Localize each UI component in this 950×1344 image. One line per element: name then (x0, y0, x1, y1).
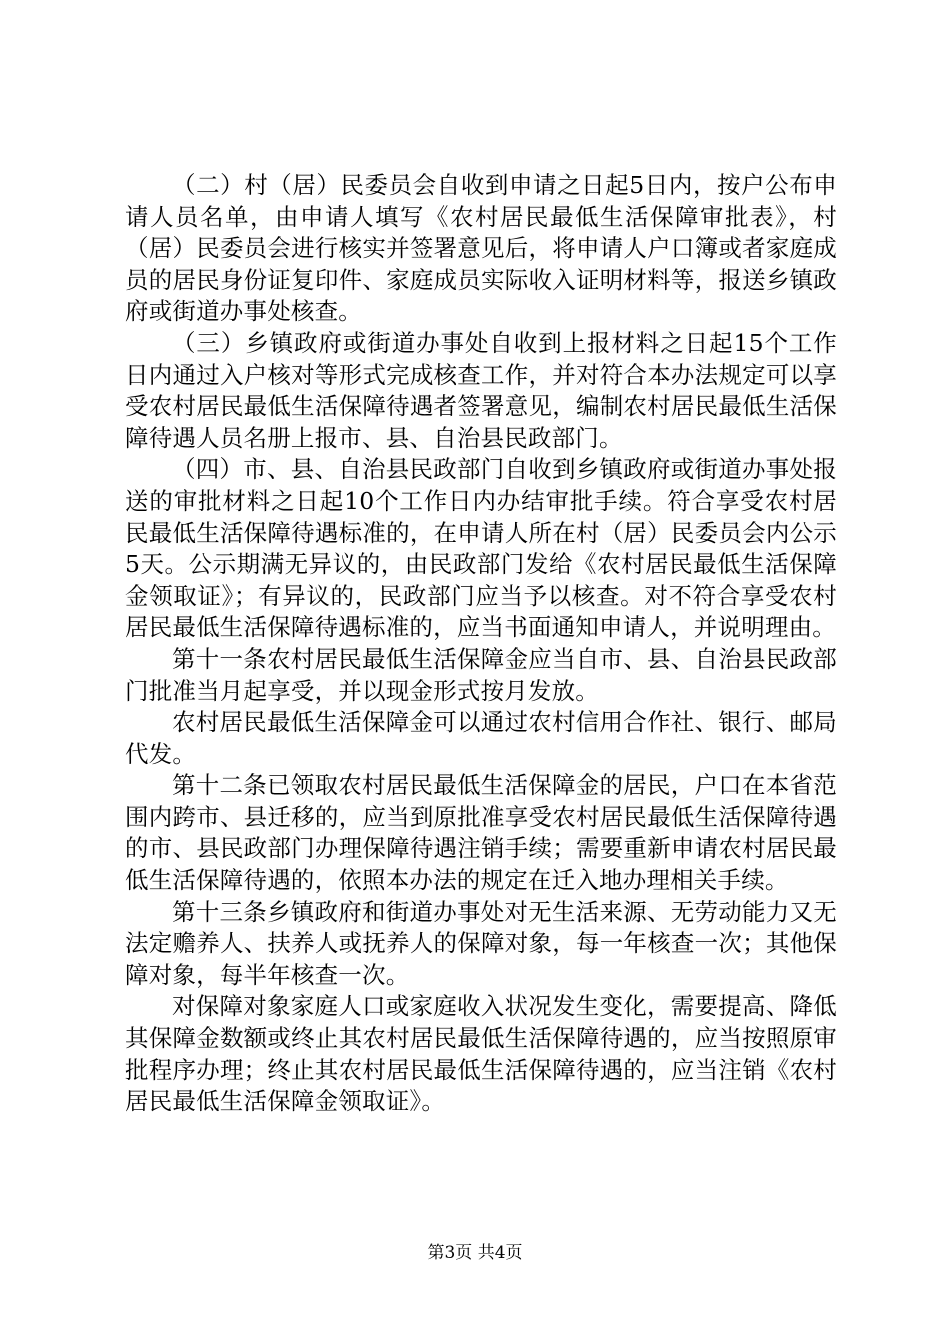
page-number-label: 第3页 共4页 (427, 1243, 523, 1263)
paragraph-article-13: 第十三条乡镇政府和街道办事处对无生活来源、无劳动能力又无法定赡养人、扶养人或抚养人的保障对象，每一年核查一次；其他保障对象，每半年核查一次。 (125, 897, 837, 989)
paragraph-article-12: 第十二条已领取农村居民最低生活保障金的居民，户口在本省范围内跨市、县迁移的，应当到原批准享受农村居民最低生活保障待遇的市、县民政部门办理保障待遇注销手续；需要重新申请农村居民最低生活保障待遇的，依照本办法的规定在迁入地办理相关手续。 (125, 771, 837, 895)
paragraph-article-13-continued: 对保障对象家庭人口或家庭收入状况发生变化，需要提高、降低其保障金数额或终止其农村居民最低生活保障待遇的，应当按照原审批程序办理；终止其农村居民最低生活保障待遇的，应当注销《农村居民最低生活保障金领取证》。 (125, 992, 837, 1116)
page-footer (0, 1242, 950, 1264)
paragraph-item-4: （四）市、县、自治县民政部门自收到乡镇政府或街道办事处报送的审批材料之日起10个工作日内办结审批手续。符合享受农村居民最低生活保障待遇标准的，在申请人所在村（居）民委员会内公示5天。公示期满无异议的，由民政部门发给《农村居民最低生活保障金领取证》；有异议的，民政部门应当予以核查。对不符合享受农村居民最低生活保障待遇标准的，应当书面通知申请人，并说明理由。 (125, 455, 837, 642)
paragraph-article-11-continued: 农村居民最低生活保障金可以通过农村信用合作社、银行、邮局代发。 (125, 708, 837, 768)
document-body (125, 170, 837, 1118)
paragraph-article-11: 第十一条农村居民最低生活保障金应当自市、县、自治县民政部门批准当月起享受，并以现金形式按月发放。 (125, 644, 837, 705)
paragraph-item-2: （二）村（居）民委员会自收到申请之日起5日内，按户公布申请人员名单，由申请人填写《农村居民最低生活保障审批表》，村（居）民委员会进行核实并签署意见后，将申请人户口簿或者家庭成员的居民身份证复印件、家庭成员实际收入证明材料等，报送乡镇政府或街道办事处核查。 (125, 171, 837, 326)
paragraph-item-3: （三）乡镇政府或街道办事处自收到上报材料之日起15个工作日内通过入户核对等形式完成核查工作，并对符合本办法规定可以享受农村居民最低生活保障待遇者签署意见，编制农村居民最低生活保障待遇人员名册上报市、县、自治县民政部门。 (125, 328, 837, 452)
